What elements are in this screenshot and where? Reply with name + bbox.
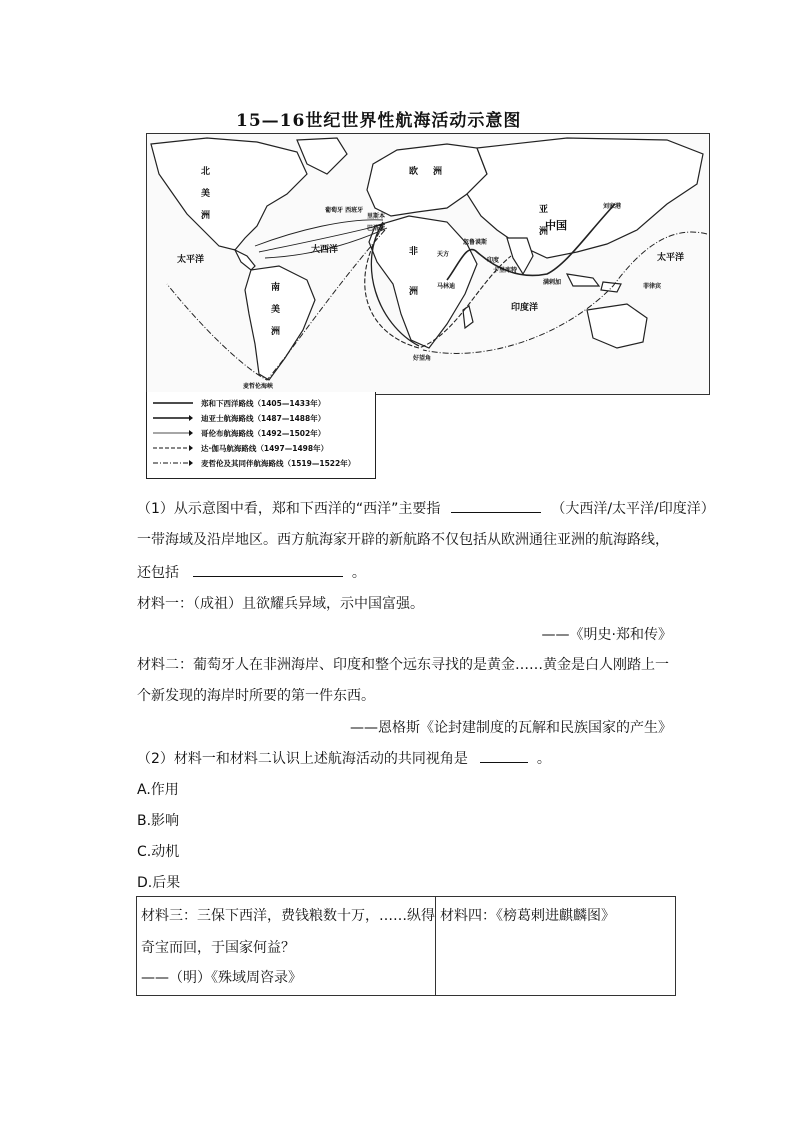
- label-liujiagang: 刘家港: [603, 203, 622, 210]
- africa-shape: [369, 216, 477, 348]
- material3-cell: [137, 897, 436, 995]
- label-magellan-strait: 麦哲伦海峡: [243, 383, 274, 390]
- legend-text-columbus: 哥伦布航海路线（1492—1502年）: [201, 428, 326, 438]
- material2-line2: 个新发现的海岸时所要的第一件东西。: [137, 688, 375, 704]
- label-china: 中国: [545, 219, 567, 232]
- label-north-america-2: 美: [201, 189, 211, 199]
- q2-option-d[interactable]: D.后果: [137, 875, 181, 891]
- central-america-shape: [235, 250, 255, 270]
- label-lisbon: 里斯本: [367, 213, 386, 220]
- q1-stem-a: （1）从示意图中看，郑和下西洋的“西洋”主要指: [137, 501, 441, 517]
- label-malacca: 满剌加: [543, 279, 562, 286]
- material2-line1: 材料二：葡萄牙人在非洲海岸、印度和整个远东寻找的是黄金……黄金是白人刚踏上一: [137, 657, 669, 673]
- legend-arrow-thin-icon: [153, 429, 193, 437]
- legend-text-zheng-he: 郑和下西洋路线（1405—1433年）: [201, 398, 326, 408]
- q1-line3: [137, 562, 366, 583]
- label-atlantic: 大西洋: [311, 245, 339, 255]
- q2-stem-a: （2）材料一和材料二认识上述航海活动的共同视角是: [137, 751, 468, 767]
- material3-line2: 奇宝而回，于国家何益？: [141, 940, 295, 956]
- q2-option-a[interactable]: A.作用: [137, 782, 179, 798]
- legend-row-da-gama: [153, 441, 328, 455]
- label-north-america-3: 洲: [201, 211, 211, 221]
- material3-source: ——（明）《殊域周咨录》: [141, 970, 302, 986]
- legend-text-da-gama: 达·伽马航海路线（1497—1498年）: [201, 443, 329, 453]
- legend-row-magellan: [153, 456, 355, 470]
- label-pacific-west: 太平洋: [657, 253, 685, 263]
- legend-row-zheng-he: [153, 396, 325, 410]
- label-india: 印度: [487, 257, 500, 264]
- asia-shape: [467, 138, 703, 258]
- q1-line1: [137, 498, 715, 519]
- label-palos: 巴洛斯: [367, 225, 386, 232]
- label-south-america-1: 南: [271, 283, 281, 293]
- label-ceylon: 卡里库特: [493, 267, 518, 274]
- material2-source: ——恩格斯《论封建制度的瓦解和民族国家的产生》: [350, 720, 672, 736]
- europe-shape: [367, 144, 487, 216]
- north-america-shape: [151, 138, 307, 250]
- legend-arrow-dash-icon: [153, 444, 193, 452]
- legend-row-columbus: [153, 426, 325, 440]
- material4-text: 材料四：《榜葛剌进麒麟图》: [440, 908, 615, 924]
- label-indian-ocean: 印度洋: [511, 303, 539, 313]
- material4-cell: [436, 897, 675, 995]
- australia-shape: [587, 304, 647, 348]
- se-asia-islands: [567, 274, 621, 292]
- label-south-america-3: 洲: [271, 327, 281, 337]
- q2-option-b[interactable]: B.影响: [137, 813, 180, 829]
- map-legend: [146, 392, 376, 479]
- label-asia-1: 亚: [539, 205, 549, 215]
- legend-row-dias: [153, 411, 325, 425]
- map-title: 15—16世纪世界性航海活动示意图: [236, 111, 522, 131]
- q1-stem-c: 还包括: [137, 565, 179, 581]
- label-africa-2: 洲: [409, 287, 419, 297]
- legend-dash-dot-icon: [153, 459, 193, 467]
- map-drawing: [147, 134, 709, 394]
- label-portugal-spain: 葡萄牙 西班牙: [325, 207, 364, 214]
- world-voyages-map: [146, 133, 710, 395]
- label-north-america-1: 北: [201, 167, 211, 177]
- q1-blank-1[interactable]: [451, 498, 541, 513]
- materials-table: [136, 896, 676, 996]
- legend-solid-line-icon: [153, 399, 193, 407]
- material1-source: ——《明史·郑和传》: [541, 627, 672, 643]
- label-aden: 天方: [437, 251, 450, 258]
- material1-text: 材料一：（成祖）且欲耀兵异域，示中国富强。: [137, 596, 424, 612]
- legend-arrow-solid-icon: [153, 414, 193, 422]
- legend-text-dias: 迪亚士航海路线（1487—1488年）: [201, 413, 326, 423]
- label-hormuz: 忽鲁谟斯: [463, 239, 488, 246]
- q2-option-c[interactable]: C.动机: [137, 844, 180, 860]
- q1-stem-d: 。: [351, 565, 366, 581]
- columbus-route-1: [255, 220, 386, 246]
- label-europe-2: 洲: [433, 167, 443, 177]
- q1-blank-2[interactable]: [193, 562, 343, 577]
- label-malindi: 马林迪: [437, 283, 456, 290]
- q1-line2: 一带海域及沿岸地区。西方航海家开辟的新航路不仅包括从欧洲通往亚洲的航海路线，: [137, 532, 669, 548]
- q2-stem-b: 。: [536, 751, 551, 767]
- label-asia-2: 洲: [539, 227, 549, 237]
- label-south-america-2: 美: [271, 305, 281, 315]
- material3-line1: 材料三：三保下西洋，费钱粮数十万，……纵得: [141, 908, 435, 924]
- label-cape: 好望角: [413, 355, 432, 362]
- label-europe-1: 欧: [409, 167, 419, 177]
- q1-stem-b: （大西洋/太平洋/印度洋）: [551, 501, 715, 517]
- label-philippines: 菲律宾: [643, 283, 662, 290]
- q2-blank[interactable]: [480, 748, 528, 763]
- label-africa-1: 非: [409, 247, 419, 257]
- q2-stem: [137, 748, 551, 769]
- legend-text-magellan: 麦哲伦及其同伴航海路线（1519—1522年）: [201, 458, 356, 468]
- label-pacific-east: 太平洋: [177, 255, 205, 265]
